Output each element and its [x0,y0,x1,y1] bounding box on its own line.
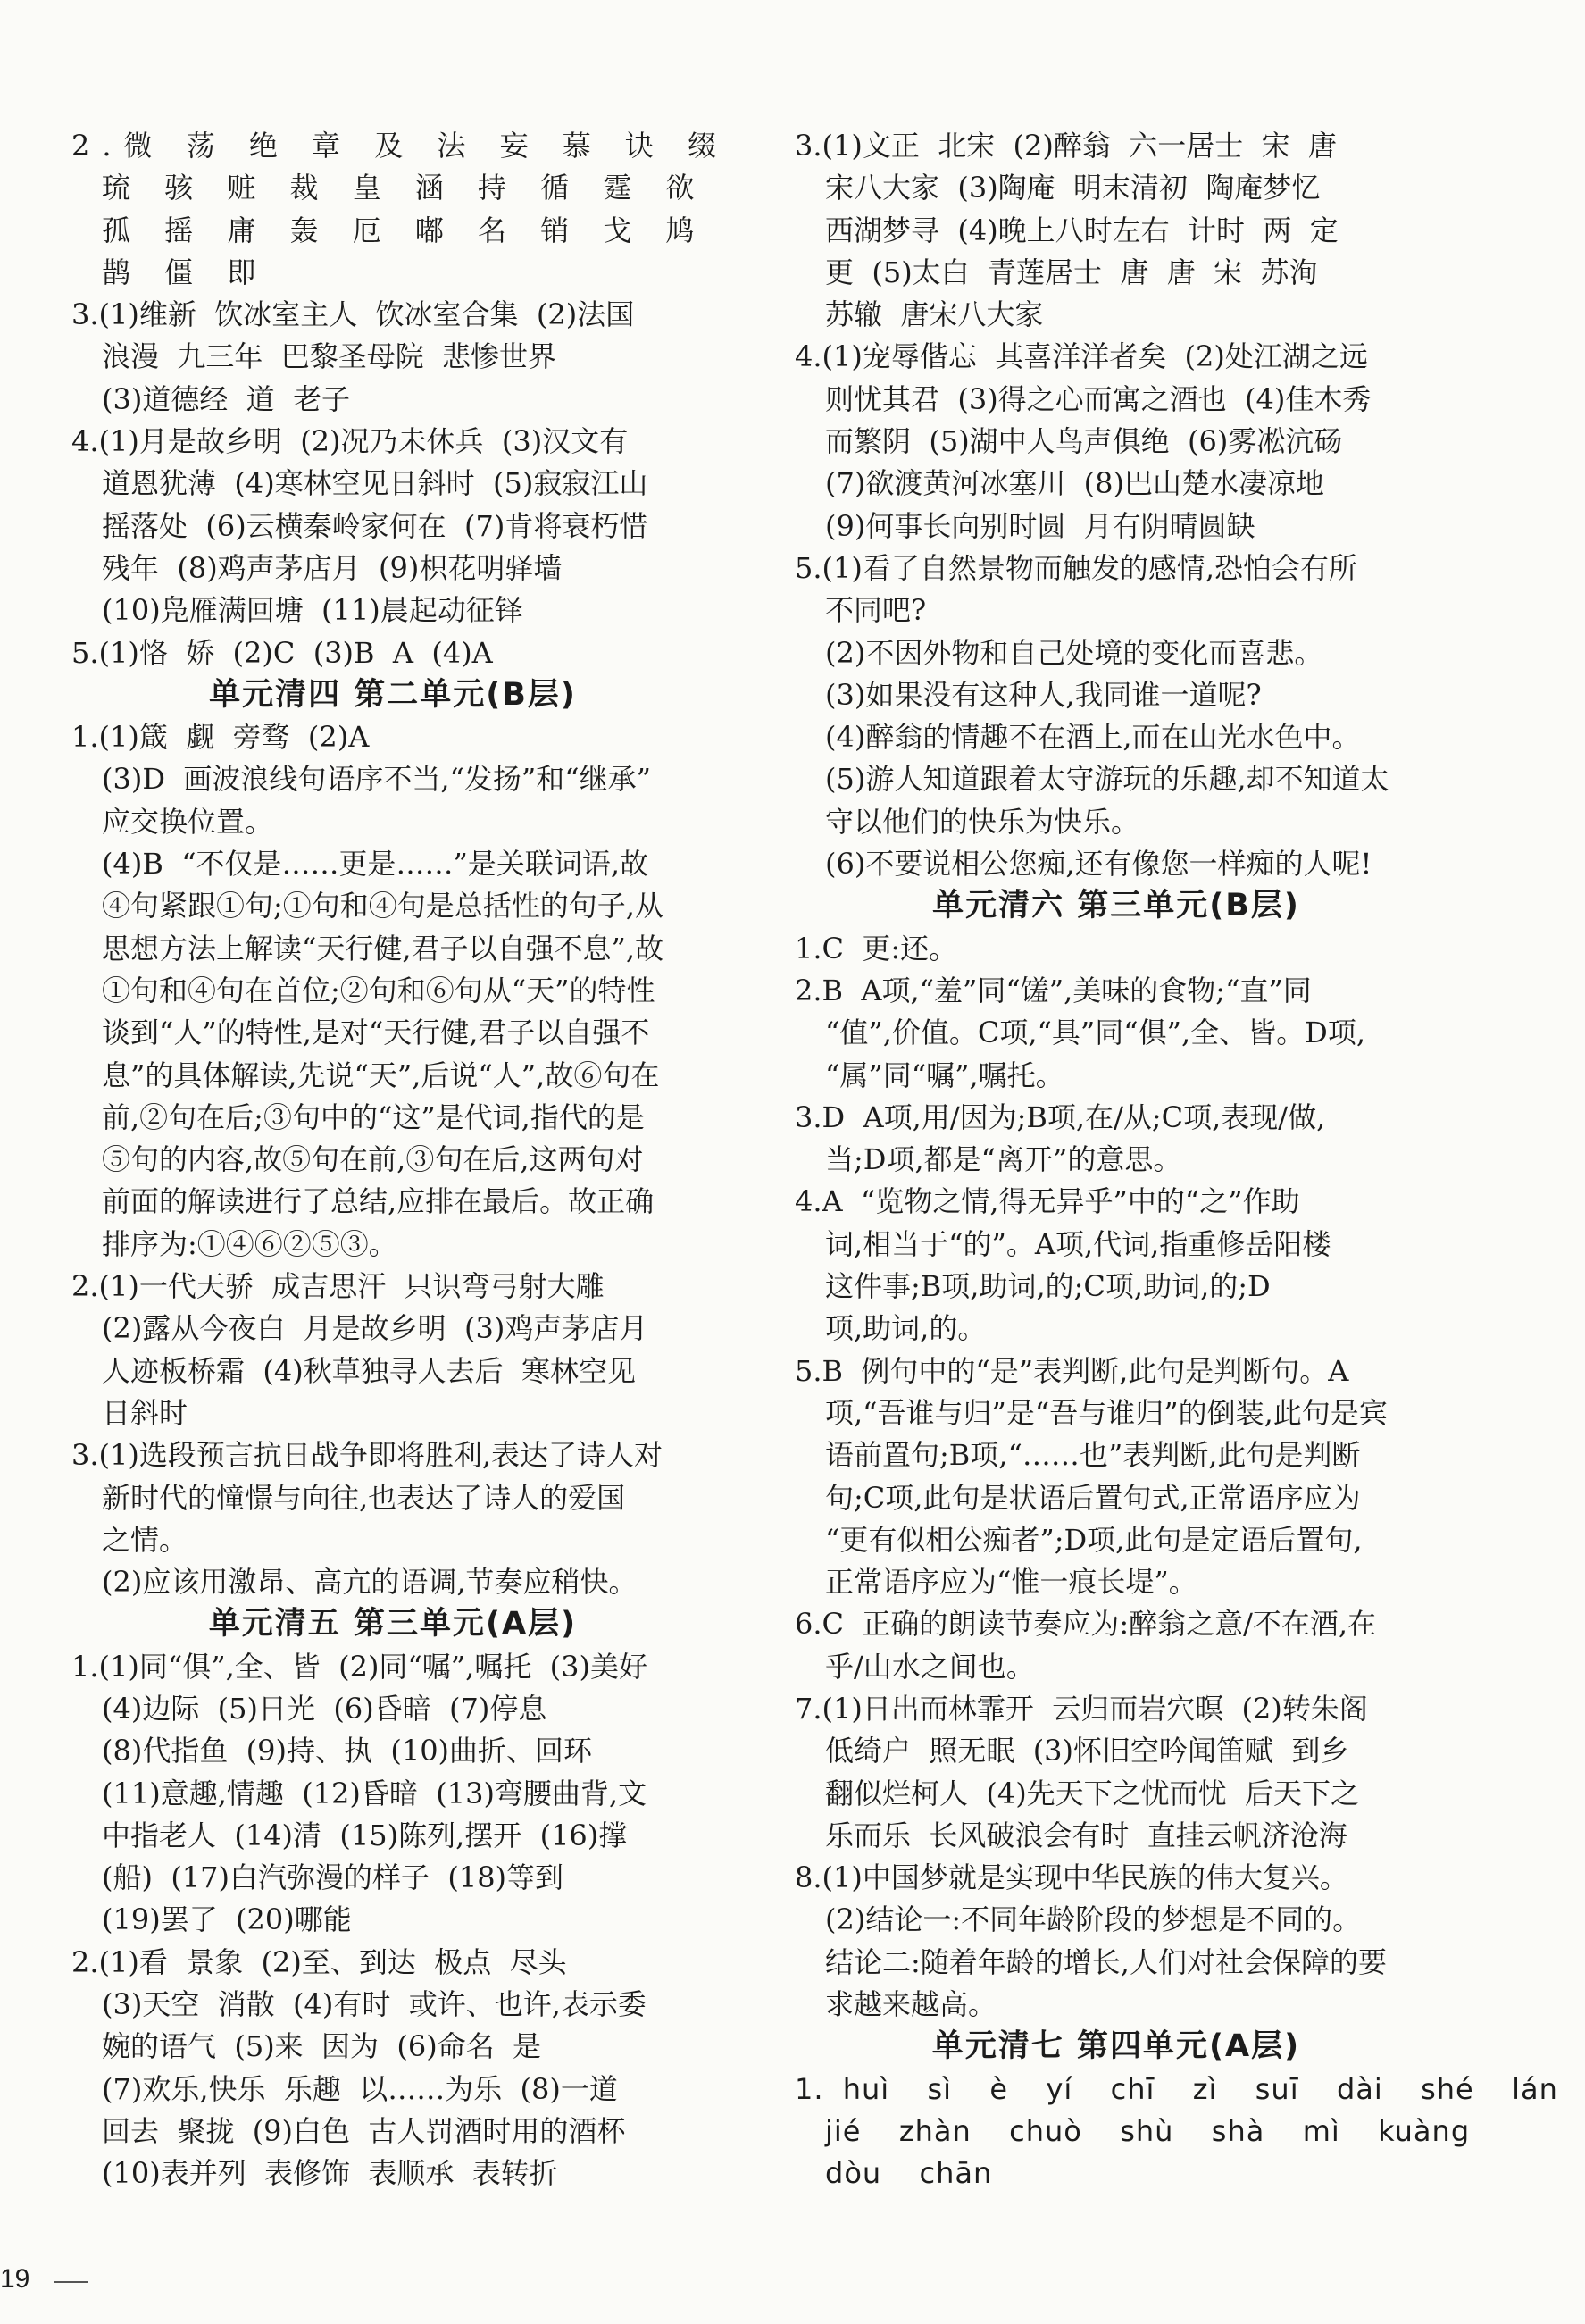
text-line: 2.(1)一代天骄 成吉思汗 只识弯弓射大雕 [71,1269,605,1304]
text-line: 3.(1)文正 北宋 (2)醉翁 六一居士 宋 唐 [795,129,1337,163]
page-number-dash [54,2281,88,2283]
text-line: 2.B A项,“羞”同“馐”,美味的食物;“直”同 [795,973,1312,1007]
text-line: 前,②句在后;③句中的“这”是代词,指代的是 [102,1099,645,1134]
text-line: (3)如果没有这种人,我同谁一道呢? [825,677,1262,712]
text-line: (2)结论一:不同年龄阶段的梦想是不同的。 [825,1902,1362,1937]
text-line: 5.(1)恪 娇 (2)C (3)B A (4)A [71,635,493,670]
text-line: “属”同“嘱”,嘱托。 [825,1058,1064,1092]
text-line: 6.C 正确的朗读节奏应为:醉翁之意/不在酒,在 [795,1607,1377,1642]
text-line: 7.(1)日出而林霏开 云归而岩穴暝 (2)转朱阁 [795,1691,1368,1726]
text-line: 则忧其君 (3)得之心而寓之酒也 (4)佳木秀 [825,381,1372,416]
text-line: 而繁阴 (5)湖中人鸟声俱绝 (6)雾凇沆砀 [825,424,1343,459]
text-line: 结论二:随着年龄的增长,人们对社会保障的要 [825,1944,1387,1979]
text-line: (7)欢乐,快乐 乐趣 以……为乐 (8)一道 [102,2071,618,2106]
text-line: 守以他们的快乐为快乐。 [825,804,1140,839]
text-line: 正常语序应为“惟一痕长堤”。 [825,1565,1197,1600]
text-line: 摇落处 (6)云横秦岭家何在 (7)肯将衰朽惜 [102,508,648,543]
text-line: 4.(1)宠辱偕忘 其喜洋洋者矣 (2)处江湖之远 [795,339,1368,374]
text-line: 西湖梦寻 (4)晚上八时左右 计时 两 定 [825,213,1339,247]
text-line: 之情。 [102,1522,188,1557]
text-line: dòu chān [825,2156,993,2191]
text-line: ⑤句的内容,故⑤句在前,③句在后,这两句对 [102,1142,644,1177]
text-line: 浪漫 九三年 巴黎圣母院 悲惨世界 [102,339,557,374]
text-line: 句;C项,此句是状语后置句式,正常语序应为 [825,1480,1361,1515]
text-line: (9)何事长向别时圆 月有阴晴圆缺 [825,508,1255,543]
text-line: 3.(1)维新 饮冰室主人 饮冰室合集 (2)法国 [71,297,635,332]
text-line: (3)D 画波浪线句语序不当,“发扬”和“继承” [102,762,651,797]
text-line: 新时代的憧憬与向往,也表达了诗人的爱国 [102,1480,626,1515]
page-number: 19 [0,2264,30,2294]
text-line: 更 (5)太白 青莲居士 唐 唐 宋 苏洵 [825,255,1318,289]
text-line: (4)B “不仅是……更是……”是关联词语,故 [102,847,649,882]
text-line: (7)欲渡黄河冰塞川 (8)巴山楚水凄凉地 [825,466,1325,501]
text-line: (2)应该用激昂、高亢的语调,节奏应稍快。 [102,1565,638,1600]
text-line: (3)道德经 道 老子 [102,381,351,416]
text-line: 1.C 更:还。 [795,931,958,966]
text-line: 翻似烂柯人 (4)先天下之忧而忧 后天下之 [825,1776,1360,1810]
section-heading: 单元清四 第二单元(B层) [209,676,577,713]
text-line: 残年 (8)鸡声茅店月 (9)枳花明驿墙 [102,550,563,585]
text-line: 苏辙 唐宋八大家 [825,297,1044,332]
text-line: 思想方法上解读“天行健,君子以自强不息”,故 [102,931,664,966]
text-line: “值”,价值。C项,“具”同“俱”,全、皆。D项, [825,1016,1365,1050]
text-line: 5.(1)看了自然景物而触发的感情,恐怕会有所 [795,550,1358,585]
text-line: 乐而乐 长风破浪会有时 直挂云帆济沧海 [825,1818,1347,1852]
left-column [71,125,730,2195]
text-line: 低绮户 照无眠 (3)怀旧空吟闻笛赋 到乡 [825,1734,1349,1768]
text-line: 项,“吾谁与归”是“吾与谁归”的倒装,此句是宾 [825,1395,1388,1430]
text-line: 项,助词,的。 [825,1311,987,1346]
text-line: ④句紧跟①句;①句和④句是总括性的句子,从 [102,889,663,924]
text-line: 不同吧? [825,593,927,628]
text-line: 琉 骇 赃 裁 皇 涵 持 循 霆 欲 [102,171,707,205]
text-line: 2.(1)看 景象 (2)至、到达 极点 尽头 [71,1944,567,1979]
text-line: (船) (17)白汽弥漫的样子 (18)等到 [102,1860,564,1895]
text-line: (19)罢了 (20)哪能 [102,1902,352,1937]
text-line: 1.(1)同“俱”,全、皆 (2)同“嘱”,嘱托 (3)美好 [71,1649,647,1684]
text-line: 当;D项,都是“离开”的意思。 [825,1142,1182,1177]
text-line: jié zhàn chuò shù shà mì kuàng [825,2113,1471,2148]
text-line: 婉的语气 (5)来 因为 (6)命名 是 [102,2029,542,2064]
text-line: 排序为:①④⑥②⑤③。 [102,1226,397,1261]
text-line: (3)天空 消散 (4)有时 或许、也许,表示委 [102,1987,647,2022]
text-line: (10)凫雁满回塘 (11)晨起动征铎 [102,593,523,628]
text-line: (4)边际 (5)日光 (6)昏暗 (7)停息 [102,1691,547,1726]
text-line: “更有似相公痴者”;D项,此句是定语后置句, [825,1522,1363,1557]
text-line: (2)露从今夜白 月是故乡明 (3)鸡声茅店月 [102,1311,648,1346]
text-line: (4)醉翁的情趣不在酒上,而在山光水色中。 [825,720,1361,755]
text-line: 5.B 例句中的“是”表判断,此句是判断句。A [795,1353,1349,1388]
text-line: (5)游人知道跟着太守游玩的乐趣,却不知道太 [825,762,1389,797]
text-line: 4.(1)月是故乡明 (2)况乃未休兵 (3)汉文有 [71,424,629,459]
text-line: 8.(1)中国梦就是实现中华民族的伟大复兴。 [795,1860,1348,1895]
text-line: (8)代指鱼 (9)持、执 (10)曲折、回环 [102,1734,593,1768]
right-column [795,125,1558,2195]
text-line: 求越来越高。 [825,1987,997,2022]
text-line: 语前置句;B项,“……也”表判断,此句是判断 [825,1438,1361,1473]
text-line: (10)表并列 表修饰 表顺承 表转折 [102,2156,558,2191]
text-line: ①句和④句在首位;②句和⑥句从“天”的特性 [102,973,655,1007]
text-line: 息”的具体解读,先说“天”,后说“人”,故⑥句在 [102,1058,660,1092]
text-line: (6)不要说相公您痴,还有像您一样痴的人呢! [825,847,1372,882]
text-line: 宋八大家 (3)陶庵 明末清初 陶庵梦忆 [825,171,1321,205]
text-line: 道恩犹薄 (4)寒林空见日斜时 (5)寂寂江山 [102,466,648,501]
text-line: 谈到“人”的特性,是对“天行健,君子以自强不 [102,1016,650,1050]
text-line: 应交换位置。 [102,804,274,839]
text-line: 1. huì sì è yí chī zì suī dài shé lán [795,2071,1558,2106]
text-line: 3.(1)选段预言抗日战争即将胜利,表达了诗人对 [71,1438,663,1473]
text-line: 前面的解读进行了总结,应排在最后。故正确 [102,1184,655,1219]
text-line: 1.(1)箴 觑 旁骛 (2)A [71,720,370,755]
text-line: 鹊 僵 即 [102,255,269,289]
text-line: 2.微 荡 绝 章 及 法 妄 慕 诀 缀 [71,129,730,163]
text-line: 乎/山水之间也。 [825,1649,1035,1684]
text-line: 3.D A项,用/因为;B项,在/从;C项,表现/做, [795,1099,1326,1134]
section-heading: 单元清七 第四单元(A层) [931,2028,1301,2065]
text-line: 人迹板桥霜 (4)秋草独寻人去后 寒林空见 [102,1353,637,1388]
text-line: 这件事;B项,助词,的;C项,助词,的;D [825,1269,1271,1304]
text-line: 回去 聚拢 (9)白色 古人罚酒时用的酒杯 [102,2113,626,2148]
text-line: (2)不因外物和自己处境的变化而喜悲。 [825,635,1323,670]
section-heading: 单元清五 第三单元(A层) [208,1606,578,1643]
text-line: 4.A “览物之情,得无异乎”中的“之”作助 [795,1184,1300,1219]
text-line: 词,相当于“的”。A项,代词,指重修岳阳楼 [825,1226,1331,1261]
text-line: 日斜时 [102,1395,188,1430]
text-line: 孤 摇 庸 轰 厄 嘟 名 销 戈 鸠 [102,213,707,247]
text-line: 中指老人 (14)清 (15)陈列,摆开 (16)撑 [102,1818,628,1852]
section-heading: 单元清六 第三单元(B层) [932,888,1300,924]
text-line: (11)意趣,情趣 (12)昏暗 (13)弯腰曲背,文 [102,1776,647,1810]
